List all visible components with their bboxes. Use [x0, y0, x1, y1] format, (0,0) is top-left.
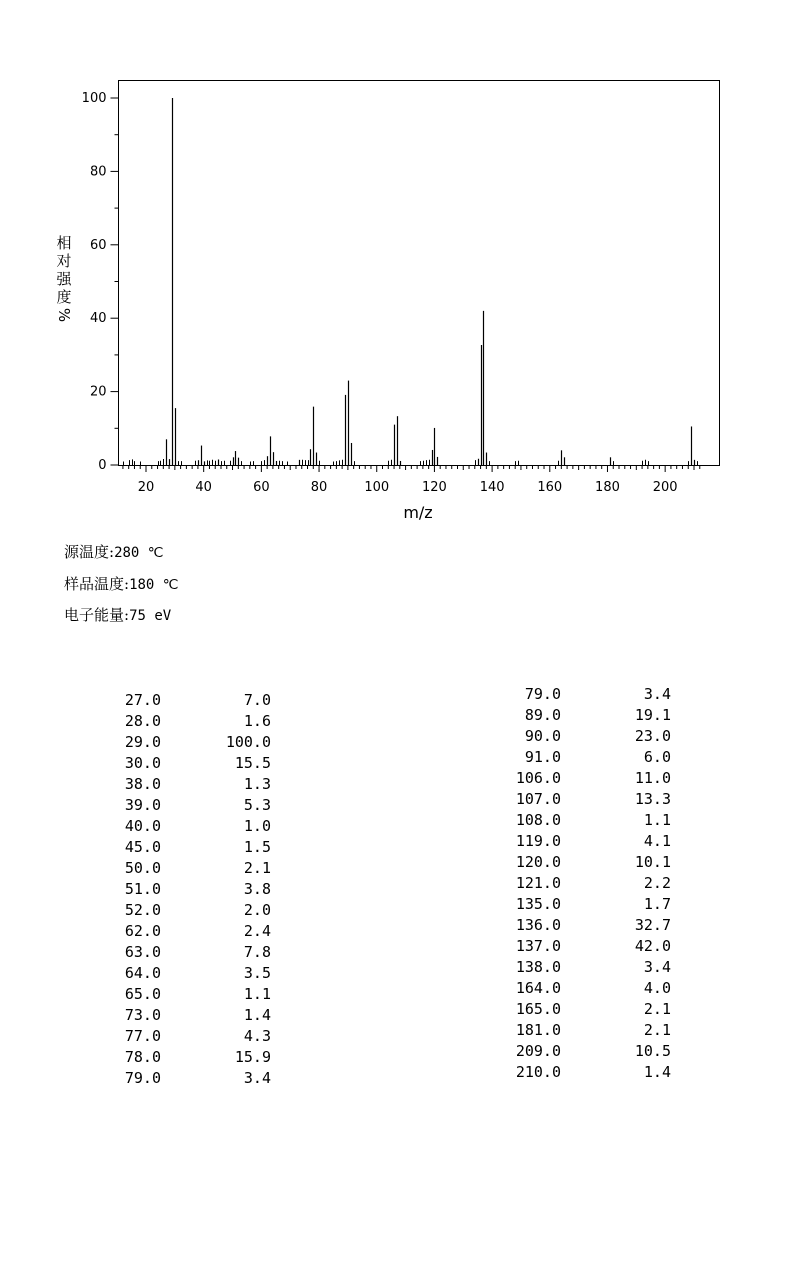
table-row: [100, 837, 280, 858]
table-row: [100, 858, 280, 879]
abundance-value: 1.1: [643, 811, 671, 829]
source-temperature-value: 280 ℃: [114, 545, 164, 561]
mz-value: 121.0: [515, 874, 561, 892]
abundance-value: 2.2: [643, 874, 671, 892]
mz-value: 79.0: [524, 685, 561, 703]
abundance-value: 10.5: [634, 1042, 671, 1060]
table-row: [100, 753, 280, 774]
table-row: [100, 921, 280, 942]
table-row: [500, 705, 680, 726]
mz-value: 30.0: [124, 754, 161, 772]
mz-value: 63.0: [124, 943, 161, 961]
table-row: [500, 831, 680, 852]
abundance-value: 5.3: [243, 796, 271, 814]
y-axis-unit: %: [54, 307, 73, 323]
mz-value: 27.0: [124, 691, 161, 709]
mz-value: 119.0: [515, 832, 561, 850]
y-tick-label: 0: [98, 458, 107, 473]
abundance-value: 32.7: [634, 916, 671, 934]
table-row: [100, 900, 280, 921]
table-row: [500, 852, 680, 873]
mz-value: 52.0: [124, 901, 161, 919]
abundance-value: 3.4: [643, 685, 671, 703]
electron-energy-label: 电子能量:: [64, 606, 130, 624]
abundance-value: 23.0: [634, 727, 671, 745]
sample-temperature-label: 样品温度:: [64, 575, 130, 593]
mz-value: 181.0: [515, 1021, 561, 1039]
sample-temperature: [64, 573, 179, 594]
mz-value: 136.0: [515, 916, 561, 934]
abundance-value: 2.1: [243, 859, 271, 877]
abundance-value: 11.0: [634, 769, 671, 787]
mz-value: 164.0: [515, 979, 561, 997]
x-tick-label: 20: [137, 480, 155, 495]
abundance-value: 2.1: [643, 1021, 671, 1039]
y-axis-label-char: 强: [56, 270, 72, 288]
table-row: [100, 1026, 280, 1047]
table-row: [500, 726, 680, 747]
abundance-value: 1.7: [643, 895, 671, 913]
table-row: [500, 1041, 680, 1062]
table-row: [500, 1062, 680, 1083]
mz-value: 78.0: [124, 1048, 161, 1066]
peak-table-right: [500, 684, 680, 1083]
mz-value: 62.0: [124, 922, 161, 940]
abundance-value: 1.4: [243, 1006, 271, 1024]
abundance-value: 4.0: [643, 979, 671, 997]
y-tick-label: 60: [89, 237, 107, 253]
abundance-value: 13.3: [634, 790, 671, 808]
table-row: [100, 774, 280, 795]
mz-value: 45.0: [124, 838, 161, 856]
table-row: [500, 957, 680, 978]
abundance-value: 2.0: [243, 901, 271, 919]
mz-value: 91.0: [524, 748, 561, 766]
mz-value: 108.0: [515, 811, 561, 829]
abundance-value: 100.0: [225, 733, 271, 751]
abundance-value: 3.4: [643, 958, 671, 976]
spectrum-peaks: [124, 98, 698, 465]
table-row: [100, 984, 280, 1005]
table-row: [100, 732, 280, 753]
x-tick-label: 80: [310, 480, 328, 495]
x-tick-label: 140: [479, 480, 505, 495]
x-axis: [123, 465, 700, 495]
peak-table-left: [100, 690, 280, 1089]
table-row: [500, 684, 680, 705]
table-row: [500, 747, 680, 768]
abundance-value: 3.5: [243, 964, 271, 982]
x-tick-label: 200: [652, 480, 678, 495]
abundance-value: 19.1: [634, 706, 671, 724]
abundance-value: 1.6: [243, 712, 271, 730]
table-row: [500, 915, 680, 936]
mz-value: 65.0: [124, 985, 161, 1003]
table-row: [100, 963, 280, 984]
mz-value: 79.0: [124, 1069, 161, 1087]
x-tick-label: 160: [537, 480, 563, 495]
electron-energy-value: 75 eV: [129, 608, 172, 624]
mz-value: 209.0: [515, 1042, 561, 1060]
abundance-value: 42.0: [634, 937, 671, 955]
table-row: [500, 1020, 680, 1041]
table-row: [500, 768, 680, 789]
y-axis-label: [54, 234, 74, 324]
abundance-value: 1.5: [243, 838, 271, 856]
abundance-value: 15.5: [234, 754, 271, 772]
y-axis-label-char: 相: [56, 234, 72, 252]
table-row: [100, 1068, 280, 1089]
y-axis-label-char: 对: [56, 252, 72, 270]
y-tick-label: 100: [81, 91, 107, 106]
mz-value: 50.0: [124, 859, 161, 877]
table-row: [500, 999, 680, 1020]
table-row: [100, 816, 280, 837]
x-tick-label: 60: [253, 480, 270, 495]
abundance-value: 10.1: [634, 853, 671, 871]
table-row: [500, 789, 680, 810]
x-tick-label: 180: [595, 480, 620, 495]
x-tick-label: 40: [195, 480, 212, 495]
table-row: [100, 942, 280, 963]
mz-value: 120.0: [515, 853, 561, 871]
mass-spectrum-chart: [0, 0, 794, 530]
mz-value: 90.0: [524, 727, 561, 745]
abundance-value: 2.1: [643, 1000, 671, 1018]
table-row: [100, 1047, 280, 1068]
table-row: [100, 879, 280, 900]
abundance-value: 1.0: [243, 817, 271, 835]
table-row: [500, 873, 680, 894]
table-row: [100, 795, 280, 816]
y-tick-label: 80: [89, 164, 107, 180]
abundance-value: 1.3: [243, 775, 271, 793]
y-axis-label-char: 度: [56, 288, 72, 306]
source-temperature: [64, 541, 164, 562]
table-row: [500, 936, 680, 957]
abundance-value: 4.1: [643, 832, 671, 850]
abundance-value: 4.3: [243, 1027, 271, 1045]
abundance-value: 1.4: [643, 1063, 671, 1081]
table-row: [100, 711, 280, 732]
table-row: [500, 894, 680, 915]
mz-value: 77.0: [124, 1027, 161, 1045]
mz-value: 210.0: [515, 1063, 561, 1081]
mz-value: 165.0: [515, 1000, 561, 1018]
abundance-value: 15.9: [234, 1048, 271, 1066]
mz-value: 107.0: [515, 790, 561, 808]
x-axis-label: m/z: [403, 503, 433, 522]
mz-value: 89.0: [524, 706, 561, 724]
abundance-value: 3.8: [243, 880, 271, 898]
mz-value: 29.0: [124, 733, 161, 751]
mz-value: 64.0: [124, 964, 161, 982]
sample-temperature-value: 180 ℃: [129, 577, 179, 593]
abundance-value: 7.8: [243, 943, 271, 961]
mz-value: 73.0: [124, 1006, 161, 1024]
table-row: [500, 810, 680, 831]
mz-value: 106.0: [515, 769, 561, 787]
mz-value: 137.0: [515, 937, 561, 955]
x-tick-label: 100: [364, 480, 390, 495]
table-row: [100, 690, 280, 711]
table-row: [500, 978, 680, 999]
plot-frame: [119, 81, 720, 466]
table-row: [100, 1005, 280, 1026]
y-axis: [82, 91, 119, 473]
mz-value: 28.0: [124, 712, 161, 730]
electron-energy: [64, 604, 171, 625]
mz-value: 40.0: [124, 817, 161, 835]
x-tick-label: 120: [422, 480, 447, 495]
abundance-value: 2.4: [243, 922, 271, 940]
mz-value: 39.0: [124, 796, 161, 814]
mz-value: 38.0: [124, 775, 161, 793]
abundance-value: 1.1: [243, 985, 271, 1003]
abundance-value: 3.4: [243, 1069, 271, 1087]
mz-value: 51.0: [124, 880, 161, 898]
y-tick-label: 40: [89, 311, 107, 327]
mz-value: 135.0: [515, 895, 561, 913]
source-temperature-label: 源温度:: [64, 543, 115, 561]
abundance-value: 6.0: [643, 748, 671, 766]
mz-value: 138.0: [515, 958, 561, 976]
y-tick-label: 20: [89, 384, 107, 400]
abundance-value: 7.0: [243, 691, 271, 709]
